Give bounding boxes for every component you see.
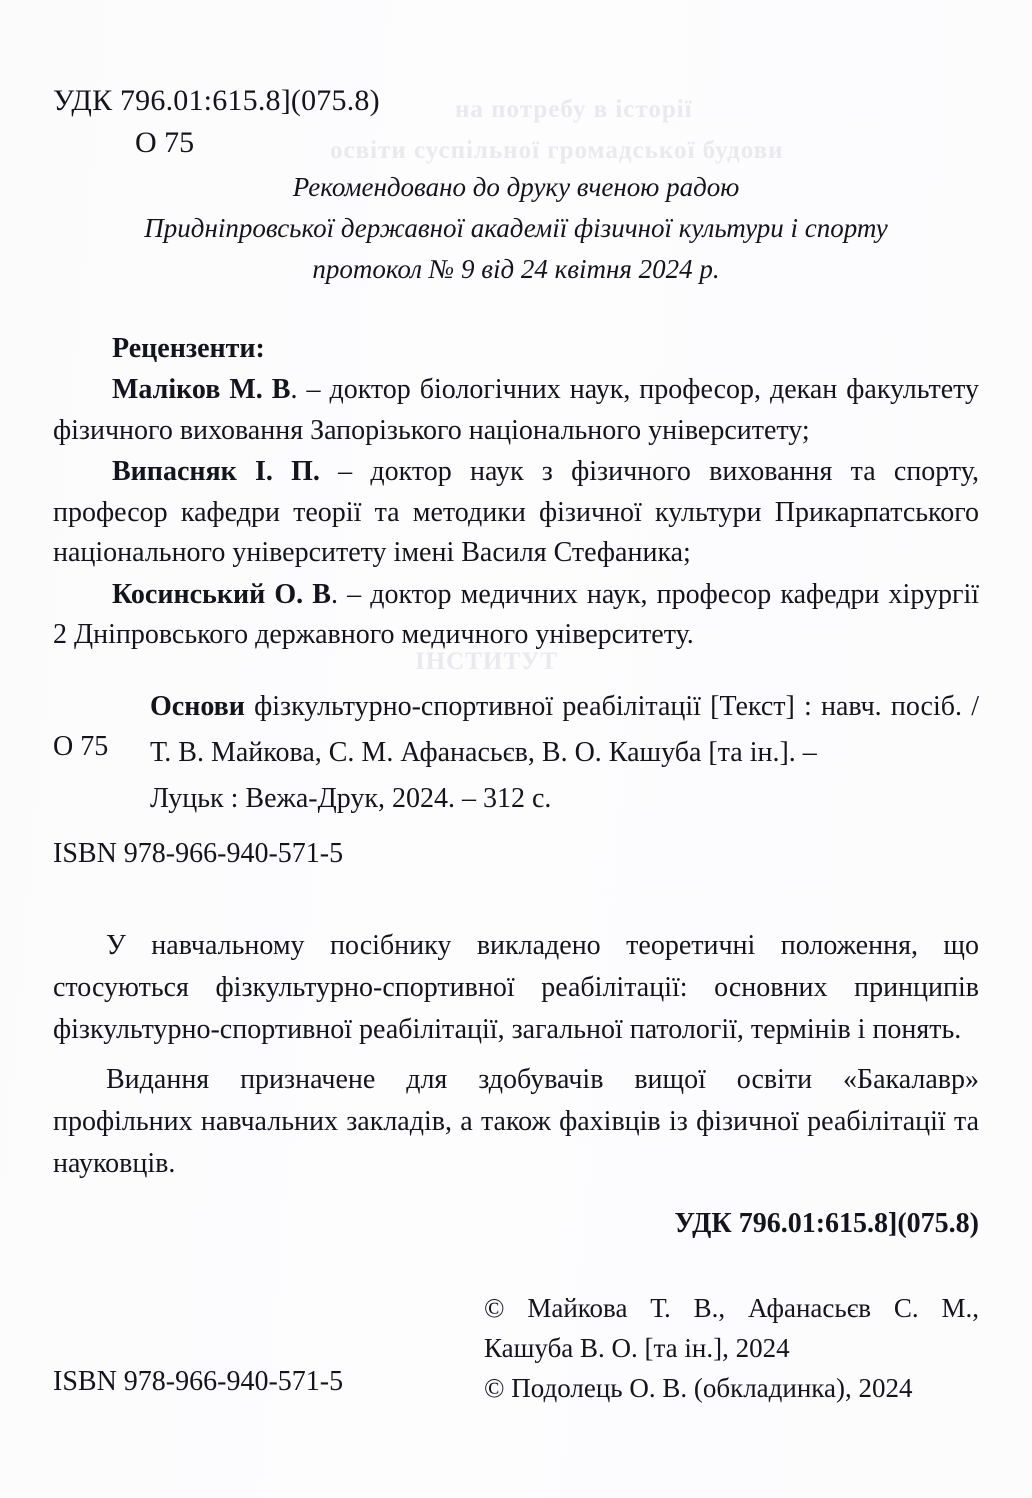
isbn-bottom: ISBN 978-966-940-571-5 — [53, 1366, 344, 1397]
biblio-details: фізкультурно-спортивної реабілітації [Текст] : навч. посіб. / Т. В. Майкова, С. М. Афанасьєв, В. О. Кашуба [та ін.]. – — [150, 691, 979, 768]
imprint-page-content — [53, 0, 979, 1498]
reviewer-name: Косинський О. В — [112, 578, 331, 610]
reviewer-item — [53, 370, 979, 451]
copyright-block — [484, 1288, 979, 1408]
biblio-imprint-line: Луцьк : Вежа-Друк, 2024. – 312 с. — [150, 783, 552, 814]
showthrough-text-2: освіти суспільної громадської будови — [330, 137, 784, 164]
isbn-top: ISBN 978-966-940-571-5 — [53, 838, 344, 869]
biblio-title: Основи — [150, 691, 245, 722]
bibliographic-description — [53, 684, 979, 822]
shelf-code-biblio: О 75 — [53, 731, 109, 762]
copyright-line-1: © Майкова Т. В., Афанасьєв С. М., — [484, 1293, 979, 1323]
annotation-paragraph-2: Видання призначене для здобувачів вищої освіти «Бакалавр» профільних навчальних закладів, а також фахівців із фізичної реабілітації та науковців. — [53, 1064, 979, 1179]
udc-code-bottom: УДК 796.01:615.8](075.8) — [674, 1208, 979, 1239]
recommendation-block — [53, 167, 979, 290]
reviewer-name: Випасняк І. П. — [112, 456, 320, 487]
reviewers-heading: Рецензенти: — [112, 333, 265, 364]
reviewer-item — [53, 575, 979, 656]
copyright-line-3: © Подолець О. В. (обкладинка), 2024 — [484, 1373, 913, 1403]
showthrough-text-3: ІНСТИТУТ — [415, 648, 559, 675]
recommendation-line-1: Рекомендовано до друку вченою радою — [292, 172, 740, 202]
recommendation-line-2: Придніпровської державної академії фізичної культури і спорту — [144, 213, 888, 243]
reviewer-description: . – доктор біологічних наук, професор, декан факультету фізичного виховання Запорізького національного університету; — [53, 374, 980, 446]
recommendation-line-3: протокол № 9 від 24 квітня 2024 р. — [312, 254, 720, 284]
udc-code-top: УДК 796.01:615.8](075.8) — [53, 84, 380, 117]
copyright-line-2: Кашуба В. О. [та ін.], 2024 — [484, 1333, 790, 1363]
reviewer-name: Маліков М. В — [112, 374, 291, 405]
annotation-block — [53, 925, 979, 1185]
reviewer-description: – доктор наук з фізичного виховання та спорту, професор кафедри теорії та методики фізичної культури Прикарпатського національного університету імені Василя Стефаника; — [53, 456, 980, 568]
reviewers-block — [53, 329, 979, 656]
showthrough-text-1: на потребу в історії — [455, 96, 693, 123]
reviewer-description: . – доктор медичних наук, професор кафедри хірургії 2 Дніпровського державного медичного університету. — [53, 578, 979, 650]
annotation-paragraph-1: У навчальному посібнику викладено теоретичні положення, що стосуються фізкультурно-спортивної реабілітації: основних принципів фізкультурно-спортивної реабілітації, загальної патології, термінів і понять. — [53, 930, 979, 1045]
reviewer-item — [53, 452, 979, 574]
biblio-entry-text — [150, 684, 979, 822]
shelf-code-top: О 75 — [135, 126, 195, 159]
